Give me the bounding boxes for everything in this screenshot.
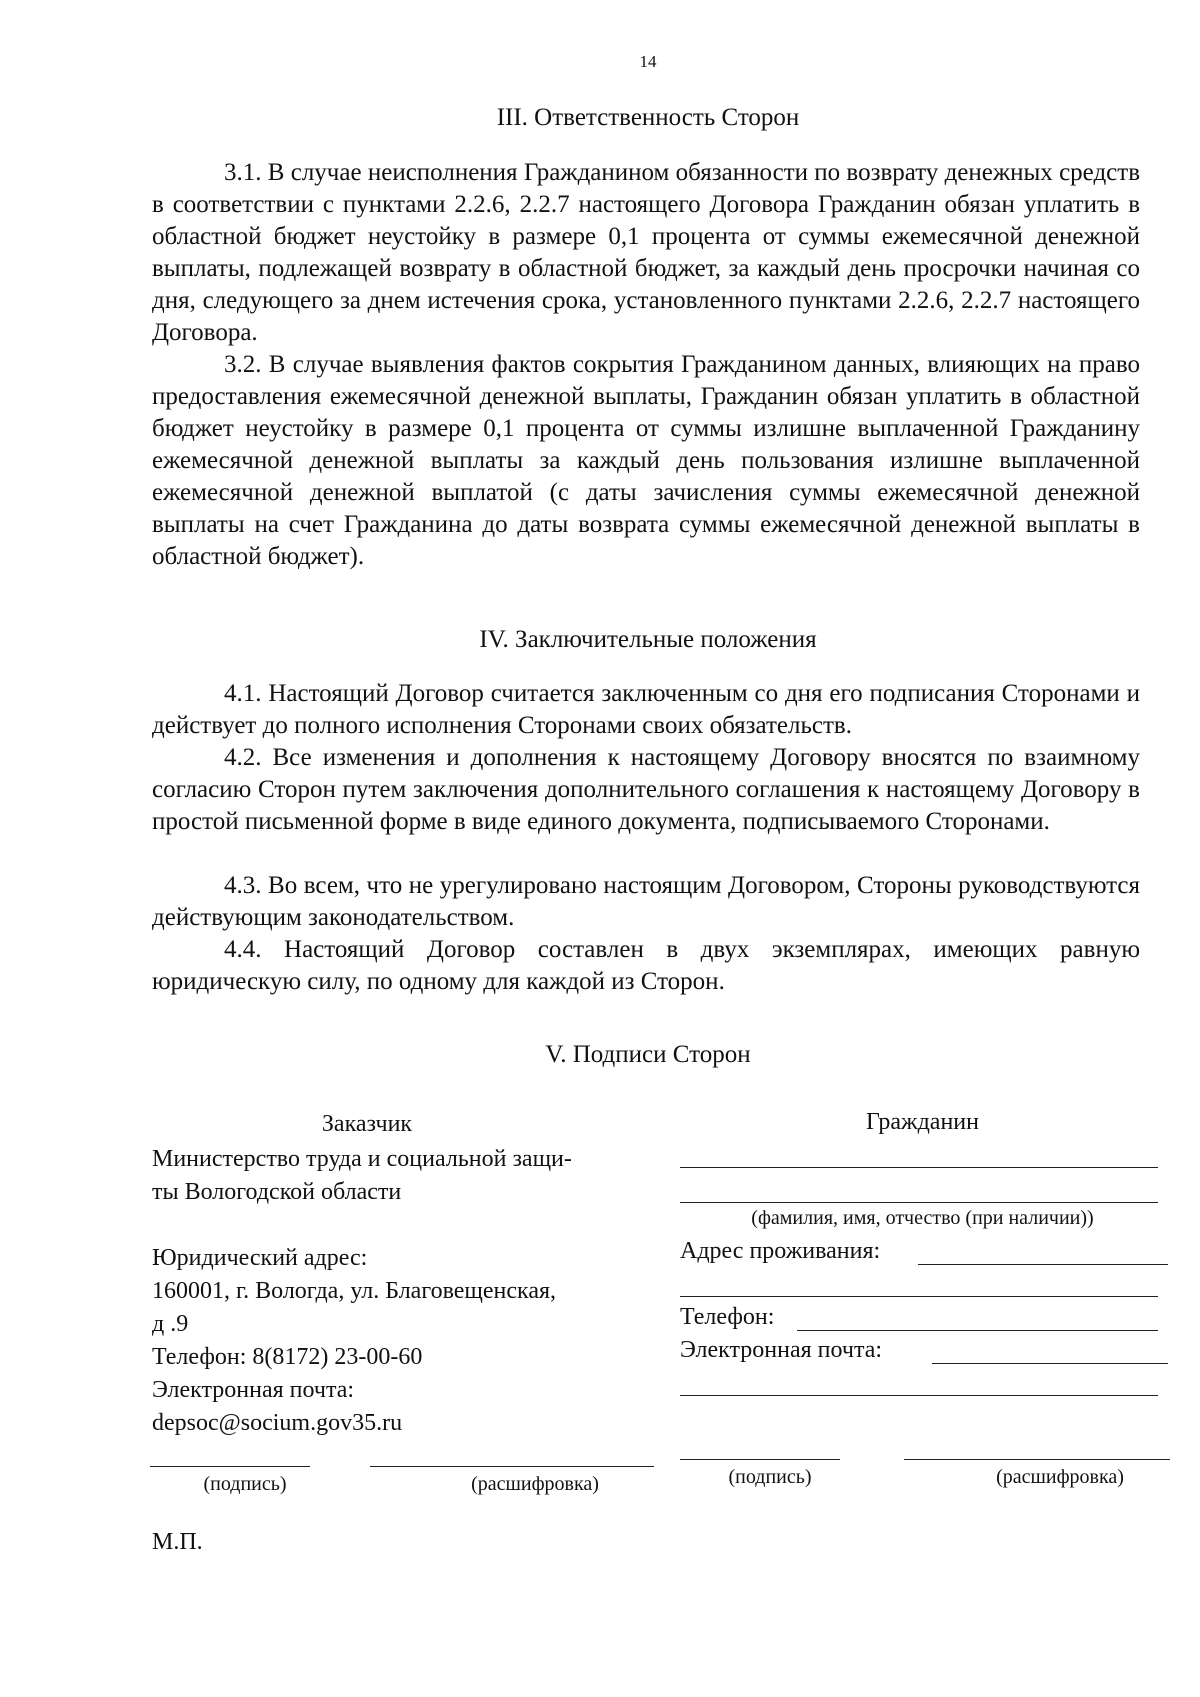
customer-org-line1: Министерство труда и социальной защи- <box>152 1146 572 1172</box>
customer-address-line2: д .9 <box>152 1311 189 1337</box>
section-3-heading: III. Ответственность Сторон <box>496 104 800 131</box>
section-5-heading: V. Подписи Сторон <box>545 1041 751 1068</box>
stamp-placeholder: М.П. <box>152 1529 203 1555</box>
customer-address-line1: 160001, г. Вологда, ул. Благовещенская, <box>152 1278 557 1304</box>
citizen-phone-line <box>797 1330 1158 1331</box>
customer-decoding-caption: (расшифровка) <box>471 1473 599 1495</box>
paragraph-4-2: 4.2. Все изменения и дополнения к настоящему Договору вносятся по взаимному согласию Сторон путем заключения дополнительного соглашения к настоящему Договору в простой письменной форме в виде единого документа, подписываемого Сторонами. <box>152 744 1140 835</box>
citizen-name-line-1 <box>680 1167 1158 1168</box>
customer-email-label: Электронная почта: <box>152 1377 355 1403</box>
citizen-signature-line <box>680 1459 840 1460</box>
paragraph-4-1: 4.1. Настоящий Договор считается заключенным со дня его подписания Сторонами и действует до полного исполнения Сторонами своих обязательств. <box>152 680 1140 739</box>
paragraph-4-3: 4.3. Во всем, что не урегулировано настоящим Договором, Стороны руководствуются действующим законодательством. <box>152 872 1140 931</box>
citizen-decoding-caption: (расшифровка) <box>996 1466 1124 1488</box>
section-4-heading: IV. Заключительные положения <box>479 626 817 653</box>
citizen-signature-caption: (подпись) <box>728 1466 812 1488</box>
citizen-decoding-line <box>904 1459 1170 1460</box>
citizen-email-label: Электронная почта: <box>680 1337 883 1363</box>
customer-title: Заказчик <box>321 1111 413 1137</box>
paragraph-3-2: 3.2. В случае выявления фактов сокрытия Гражданином данных, влияющих на право предоставления ежемесячной денежной выплаты, Гражданин обязан уплатить в областной бюджет неустойку в размере 0,1 процента от суммы излишне выплаченной Гражданину ежемесячной денежной выплаты за каждый день пользования излишне выплаченной ежемесячной денежной выплатой (с даты зачисления суммы ежемесячной денежной выплаты на счет Гражданина до даты возврата суммы ежемесячной денежной выплаты в областной бюджет). <box>152 351 1140 570</box>
citizen-name-line-2 <box>680 1202 1158 1203</box>
citizen-title: Гражданин <box>866 1109 979 1135</box>
customer-phone: Телефон: 8(8172) 23-00-60 <box>152 1344 423 1370</box>
customer-signature-caption: (подпись) <box>203 1473 287 1495</box>
paragraph-4-4: 4.4. Настоящий Договор составлен в двух экземплярах, имеющих равную юридическую силу, по одному для каждой из Сторон. <box>152 936 1140 995</box>
customer-legal-address-label: Юридический адрес: <box>152 1245 368 1271</box>
citizen-address-line-2 <box>680 1296 1158 1297</box>
customer-decoding-line <box>370 1466 654 1467</box>
citizen-email-line-2 <box>680 1395 1158 1396</box>
citizen-email-line-1 <box>932 1363 1168 1364</box>
page-number: 14 <box>639 52 657 71</box>
citizen-phone-label: Телефон: <box>680 1304 775 1330</box>
customer-signature-line <box>150 1466 310 1467</box>
customer-org-line2: ты Вологодской области <box>152 1179 402 1205</box>
paragraph-3-1: 3.1. В случае неисполнения Гражданином обязанности по возврату денежных средств в соответствии с пунктами 2.2.6, 2.2.7 настоящего Договора Гражданин обязан уплатить в областной бюджет неустойку в размере 0,1 процента от суммы ежемесячной денежной выплаты, подлежащей возврату в областной бюджет, за каждый день просрочки начиная со дня, следующего за днем истечения срока, установленного пунктами 2.2.6, 2.2.7 настоящего Договора. <box>152 159 1140 346</box>
citizen-address-label: Адрес проживания: <box>680 1238 881 1264</box>
citizen-name-caption: (фамилия, имя, отчество (при наличии)) <box>751 1207 1094 1229</box>
customer-email: depsoc@socium.gov35.ru <box>152 1410 403 1436</box>
citizen-address-line-1 <box>918 1264 1168 1265</box>
